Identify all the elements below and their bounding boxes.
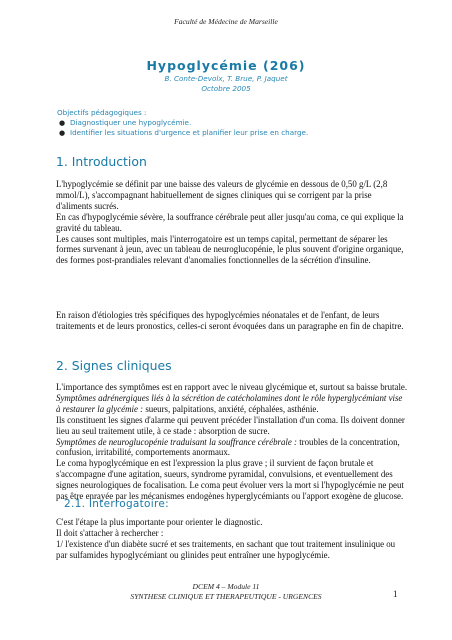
- emphasis-text: Symptômes de neuroglucopénie traduisant la souffrance cérébrale :: [56, 436, 297, 447]
- bullet-icon: ●: [59, 129, 66, 137]
- paragraph: Les causes sont multiples, mais l'interrogatoire est un temps capital, permettant de séparer les formes survenant à jeun, avec un tableau de neuroglucopénie, le plus souvent d'origine organique, des formes post-prandiales relevant d'anomalies fonctionnelles de la sécrétion d'insuline.: [56, 233, 404, 266]
- footer-course: SYNTHESE CLINIQUE ET THERAPEUTIQUE - URGENCES: [130, 591, 322, 601]
- paragraph: Symptômes de neuroglucopénie traduisant la souffrance cérébrale : troubles de la concentration, confusion, irritabilité, comportements anormaux.: [56, 436, 400, 458]
- objective-item: ● Identifier les situations d'urgence et planifier leur prise en charge.: [59, 128, 309, 137]
- footer-module: DCEM 4 – Module 11: [192, 582, 260, 591]
- document-byline: [0, 74, 452, 93]
- authors: B. Conte-Devolx, T. Brue, P. Jaquet: [164, 74, 288, 83]
- page-footer: [0, 582, 452, 601]
- subsection-interrogatoire-body: [56, 517, 408, 561]
- section-introduction-note: [56, 310, 408, 332]
- objectives-block: [57, 108, 417, 138]
- paragraph: Il doit s'attacher à rechercher :: [56, 527, 164, 538]
- paragraph: En cas d'hypoglycémie sévère, la souffrance cérébrale peut aller jusqu'au coma, ce qui explique la gravité du tableau.: [56, 211, 404, 233]
- document-title: Hypoglycémie (206): [146, 58, 306, 73]
- objectives-heading: Objectifs pédagogiques :: [57, 108, 147, 117]
- section-heading-introduction: 1. Introduction: [56, 154, 147, 169]
- paragraph: En raison d'étiologies très spécifiques des hypoglycémies néonatales et de l'enfant, de leurs traitements et de leurs pronostics, celles-ci seront évoquées dans un paragraphe en fin de chapitre.: [56, 310, 404, 331]
- objective-item: ● Diagnostiquer une hypoglycémie.: [59, 118, 192, 127]
- section-heading-signes-cliniques: 2. Signes cliniques: [56, 358, 172, 373]
- paragraph: 1/ l'existence d'un diabète sucré et ses traitements, en sachant que tout traitement insulinique ou par sulfamides hypoglycémiant ou glinides peut entraîner une hypoglycémie.: [56, 538, 396, 560]
- section-signes-cliniques-body: [56, 382, 408, 502]
- section-introduction-body: [56, 179, 408, 266]
- page-number: 1: [393, 589, 398, 599]
- paragraph: Ils constituent les signes d'alarme qui peuvent précéder l'installation d'un coma. Ils doivent donner lieu au seul traitement utile, à ce stade : absorption de sucre.: [56, 414, 405, 436]
- paragraph: Le coma hypoglycémique en est l'expression la plus grave ; il survient de façon brutale et s'accompagne d'une agitation, sueurs, syndrome pyramidal, convulsions, et eventuellement des signes neurologiques de focalisation. Le coma peut évoluer vers la mort si l'hypoglycémie ne peut pas être enrayée par les mécanismes endogènes hyperglycémiants ou l'apport exogène de glucose.: [56, 458, 404, 502]
- paragraph: L'importance des symptômes est en rapport avec le niveau glycémique et, surtout sa baisse brutale.: [56, 382, 408, 392]
- paragraph: L'hypoglycémie se définit par une baisse des valeurs de glycémie en dessous de 0,50 g/L (2,8 mmol/L), s'accompagnant habituellement de signes cliniques qui se corrigent par la prise d'aliments sucrés.: [56, 179, 388, 211]
- publication-date: Octobre 2005: [201, 83, 251, 93]
- bullet-icon: ●: [59, 119, 66, 127]
- paragraph: C'est l'étape la plus importante pour orienter le diagnostic.: [56, 517, 263, 527]
- objectives-list: [57, 118, 417, 138]
- emphasis-text: Symptômes adrénergiques liés à la sécrétion de catécholamines dont le rôle hyperglycémiant vise à restaurer la glycémie :: [56, 392, 403, 414]
- page-header: Faculté de Médecine de Marseille: [174, 17, 278, 26]
- subsection-heading-interrogatoire: 2.1. Interrogatoire:: [64, 498, 169, 510]
- paragraph: Symptômes adrénergiques liés à la sécrétion de catécholamines dont le rôle hyperglycémiant vise à restaurer la glycémie : sueurs, palpitations, anxiété, céphalées, asthénie.: [56, 392, 403, 414]
